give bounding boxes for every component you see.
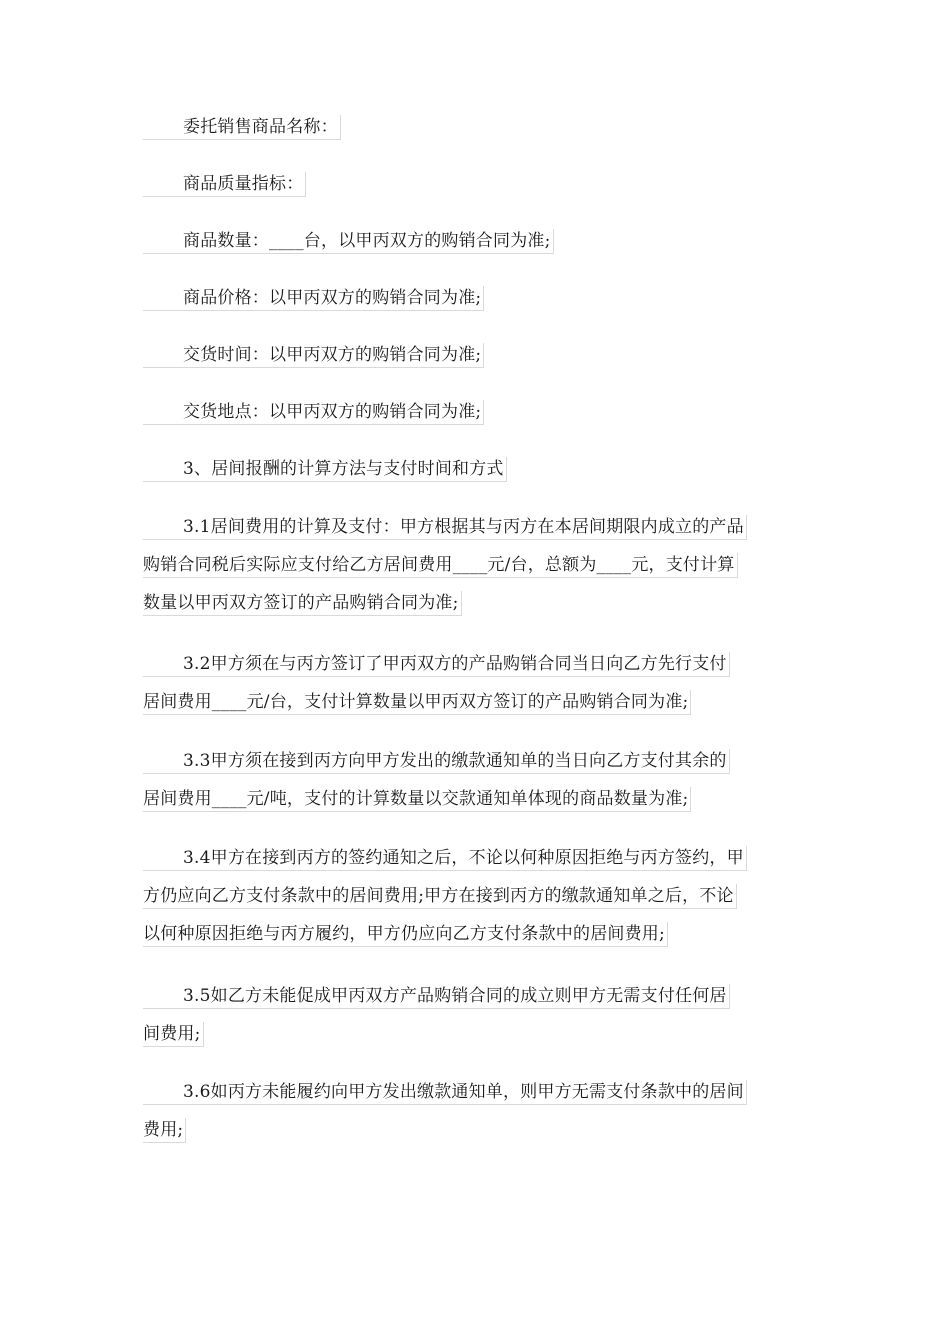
paragraph-line: 交货地点：以甲丙双方的购销合同为准; — [183, 402, 482, 422]
clause-3-3 — [143, 742, 730, 818]
paragraph-line: 商品质量指标： — [183, 174, 304, 194]
paragraph-line: 3.1居间费用的计算及支付：甲方根据其与丙方在本居间期限内成立的产品 — [183, 517, 744, 537]
clause-3-2 — [143, 645, 730, 721]
paragraph-line: 居间费用____元/台，支付计算数量以甲丙双方签订的产品购销合同为准; — [143, 692, 689, 712]
paragraph-line: 交货时间：以甲丙双方的购销合同为准; — [183, 345, 482, 365]
paragraph-line: 委托销售商品名称： — [183, 117, 338, 137]
clause-3-4 — [143, 839, 747, 953]
section-heading-3 — [143, 450, 507, 488]
clause-3-5 — [143, 977, 730, 1053]
clause-3-6 — [143, 1073, 747, 1149]
paragraph-line: 间费用; — [143, 1024, 201, 1044]
paragraph-line: 3.5如乙方未能促成甲丙双方产品购销合同的成立则甲方无需支付任何居 — [183, 986, 727, 1006]
paragraph-delivery-time — [143, 336, 484, 374]
paragraph-product-name — [143, 108, 341, 146]
paragraph-price — [143, 279, 484, 317]
paragraph-line: 商品价格：以甲丙双方的购销合同为准; — [183, 288, 482, 308]
paragraph-quality — [143, 165, 306, 203]
paragraph-line: 数量以甲丙双方签订的产品购销合同为准; — [143, 593, 459, 613]
paragraph-line: 3.3甲方须在接到丙方向甲方发出的缴款通知单的当日向乙方支付其余的 — [183, 751, 727, 771]
clause-3-1 — [143, 508, 747, 622]
paragraph-line: 3.6如丙方未能履约向甲方发出缴款通知单，则甲方无需支付条款中的居间 — [183, 1082, 744, 1102]
paragraph-line: 3、居间报酬的计算方法与支付时间和方式 — [183, 459, 504, 479]
paragraph-line: 以何种原因拒绝与丙方履约，甲方仍应向乙方支付条款中的居间费用; — [143, 924, 665, 944]
paragraph-line: 居间费用____元/吨，支付的计算数量以交款通知单体现的商品数量为准; — [143, 789, 689, 809]
paragraph-line: 3.4甲方在接到丙方的签约通知之后，不论以何种原因拒绝与丙方签约，甲 — [183, 848, 744, 868]
paragraph-line: 方仍应向乙方支付条款中的居间费用;甲方在接到丙方的缴款通知单之后，不论 — [143, 886, 734, 906]
paragraph-quantity — [143, 222, 554, 260]
paragraph-line: 3.2甲方须在与丙方签订了甲丙双方的产品购销合同当日向乙方先行支付 — [183, 654, 727, 674]
paragraph-line: 费用; — [143, 1120, 184, 1140]
paragraph-line: 购销合同税后实际应支付给乙方居间费用____元/台，总额为____元，支付计算 — [143, 555, 735, 575]
paragraph-delivery-place — [143, 393, 484, 431]
paragraph-line: 商品数量：____台，以甲丙双方的购销合同为准; — [183, 231, 551, 251]
